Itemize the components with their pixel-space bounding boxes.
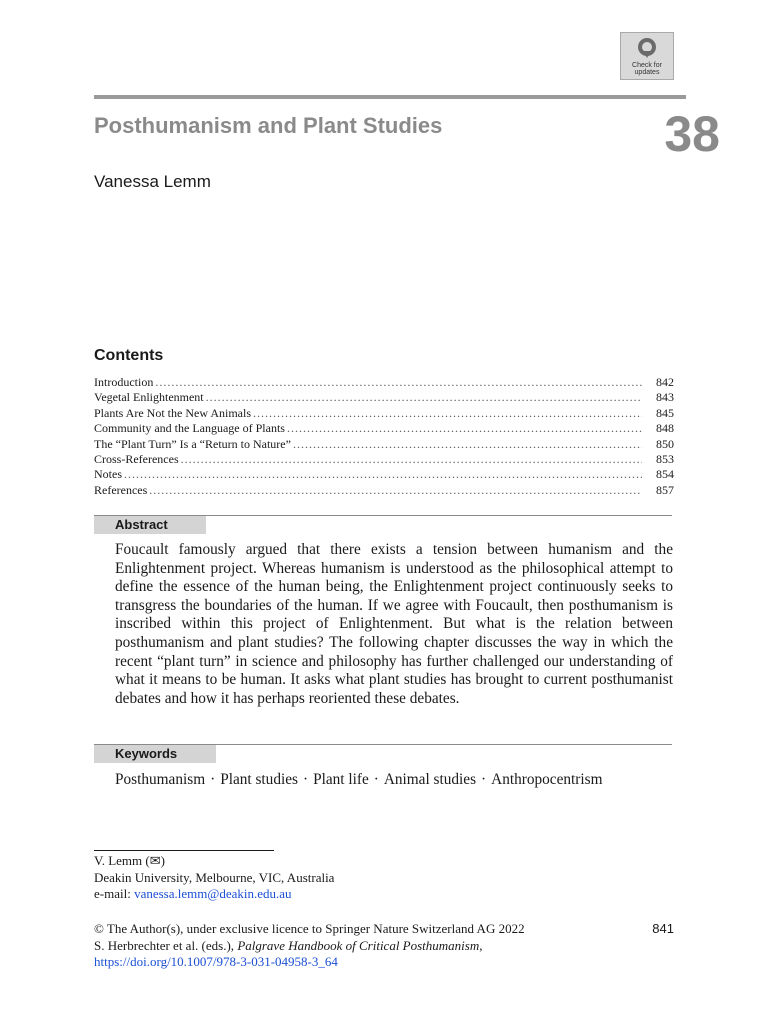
keyword: Anthropocentrism: [491, 771, 603, 788]
copyright-text: © The Author(s), under exclusive licence to Springer Nature Switzerland AG 2022: [94, 921, 525, 936]
toc-entry[interactable]: [94, 467, 674, 482]
contents-heading: Contents: [94, 347, 164, 364]
toc-entry[interactable]: [94, 483, 674, 498]
toc-entry[interactable]: [94, 390, 674, 405]
keyword: Plant life: [313, 771, 369, 788]
toc-page: 853: [656, 451, 674, 466]
toc-label: Plants Are Not the New Animals: [94, 405, 251, 420]
keyword-separator: ·: [373, 771, 379, 788]
toc-label: Community and the Language of Plants: [94, 421, 285, 436]
toc-page: 850: [656, 436, 674, 451]
affiliation-email-line: [94, 886, 334, 903]
toc-leader: [124, 467, 642, 482]
keyword-separator: ·: [210, 771, 216, 788]
toc-leader: [181, 452, 642, 467]
affiliation-name-close: ): [160, 853, 165, 868]
toc-entry[interactable]: [94, 375, 674, 390]
keywords-label: Keywords: [94, 745, 216, 763]
citation-line: [94, 938, 674, 955]
page-footer: [94, 921, 674, 971]
chapter-top-rule: [94, 95, 686, 99]
toc-leader: [253, 406, 642, 421]
toc-label: Cross-References: [94, 451, 179, 466]
toc-entry[interactable]: [94, 421, 674, 436]
author-name: Vanessa Lemm: [94, 172, 211, 191]
toc-page: 857: [656, 482, 674, 497]
email-link[interactable]: vanessa.lemm@deakin.edu.au: [134, 886, 292, 901]
abstract-text: Foucault famously argued that there exists a tension between humanism and the Enlightenment project. Whereas humanism is understood as the philosophical attempt to define the essence of the human being, the Enlightenment project continuously seeks to transgress the boundaries of the human. If we agree with Foucault, then posthumanism is inscribed within this project of Enlightenment. But what is the relation between posthumanism and plant studies? The following chapter discusses the way in which the recent “plant turn” in science and philosophy has further challenged our understanding of what it means to be human. It asks what plant studies has brought to current posthumanist debates and how it has perhaps reoriented these debates.: [115, 541, 673, 707]
toc-leader: [287, 421, 642, 436]
toc-leader: [293, 437, 642, 452]
keyword-separator: ·: [481, 771, 487, 788]
email-label: e-mail:: [94, 886, 135, 901]
keyword: Plant studies: [220, 771, 298, 788]
keyword: Posthumanism: [115, 771, 206, 788]
toc-entry[interactable]: [94, 452, 674, 467]
footnote-rule: [94, 850, 274, 851]
toc-page: 845: [656, 405, 674, 420]
badge-label: Check for updates: [632, 62, 662, 76]
toc-page: 842: [656, 375, 674, 389]
toc-label: Introduction: [94, 375, 154, 389]
affiliation-name-line: [94, 853, 334, 870]
table-of-contents: [94, 375, 674, 498]
toc-entry[interactable]: [94, 406, 674, 421]
copyright-row: [94, 921, 674, 938]
toc-label: References: [94, 482, 148, 497]
toc-leader: [149, 483, 642, 498]
chapter-title: Posthumanism and Plant Studies: [94, 113, 443, 138]
check-for-updates-badge[interactable]: [620, 32, 674, 80]
abstract-label: Abstract: [94, 516, 206, 534]
toc-page: 843: [656, 390, 674, 405]
affiliation-name: V. Lemm (: [94, 853, 150, 868]
mail-icon: ✉: [149, 853, 161, 868]
toc-label: Notes: [94, 467, 122, 482]
citation-prefix: S. Herbrechter et al. (eds.),: [94, 937, 238, 953]
doi-link[interactable]: https://doi.org/10.1007/978-3-031-04958-3_64: [94, 954, 338, 969]
affiliation-institution: Deakin University, Melbourne, VIC, Australia: [94, 869, 335, 885]
book-title: Palgrave Handbook of Critical Posthumanism: [237, 937, 480, 953]
page-number: 841: [652, 921, 674, 936]
crossmark-icon: [635, 36, 659, 60]
toc-page: 854: [656, 467, 674, 482]
keyword-separator: ·: [302, 771, 309, 788]
keyword: Animal studies: [383, 771, 477, 788]
author-affiliation: [94, 853, 334, 903]
chapter-number: 38: [664, 106, 720, 162]
toc-leader: [206, 390, 642, 405]
toc-entry[interactable]: [94, 437, 674, 452]
citation-suffix: ,: [479, 937, 483, 953]
toc-label: The “Plant Turn” Is a “Return to Nature”: [94, 436, 291, 451]
toc-leader: [155, 375, 642, 390]
toc-page: 848: [656, 421, 674, 436]
keywords-list: [115, 771, 602, 789]
toc-label: Vegetal Enlightenment: [94, 390, 204, 405]
